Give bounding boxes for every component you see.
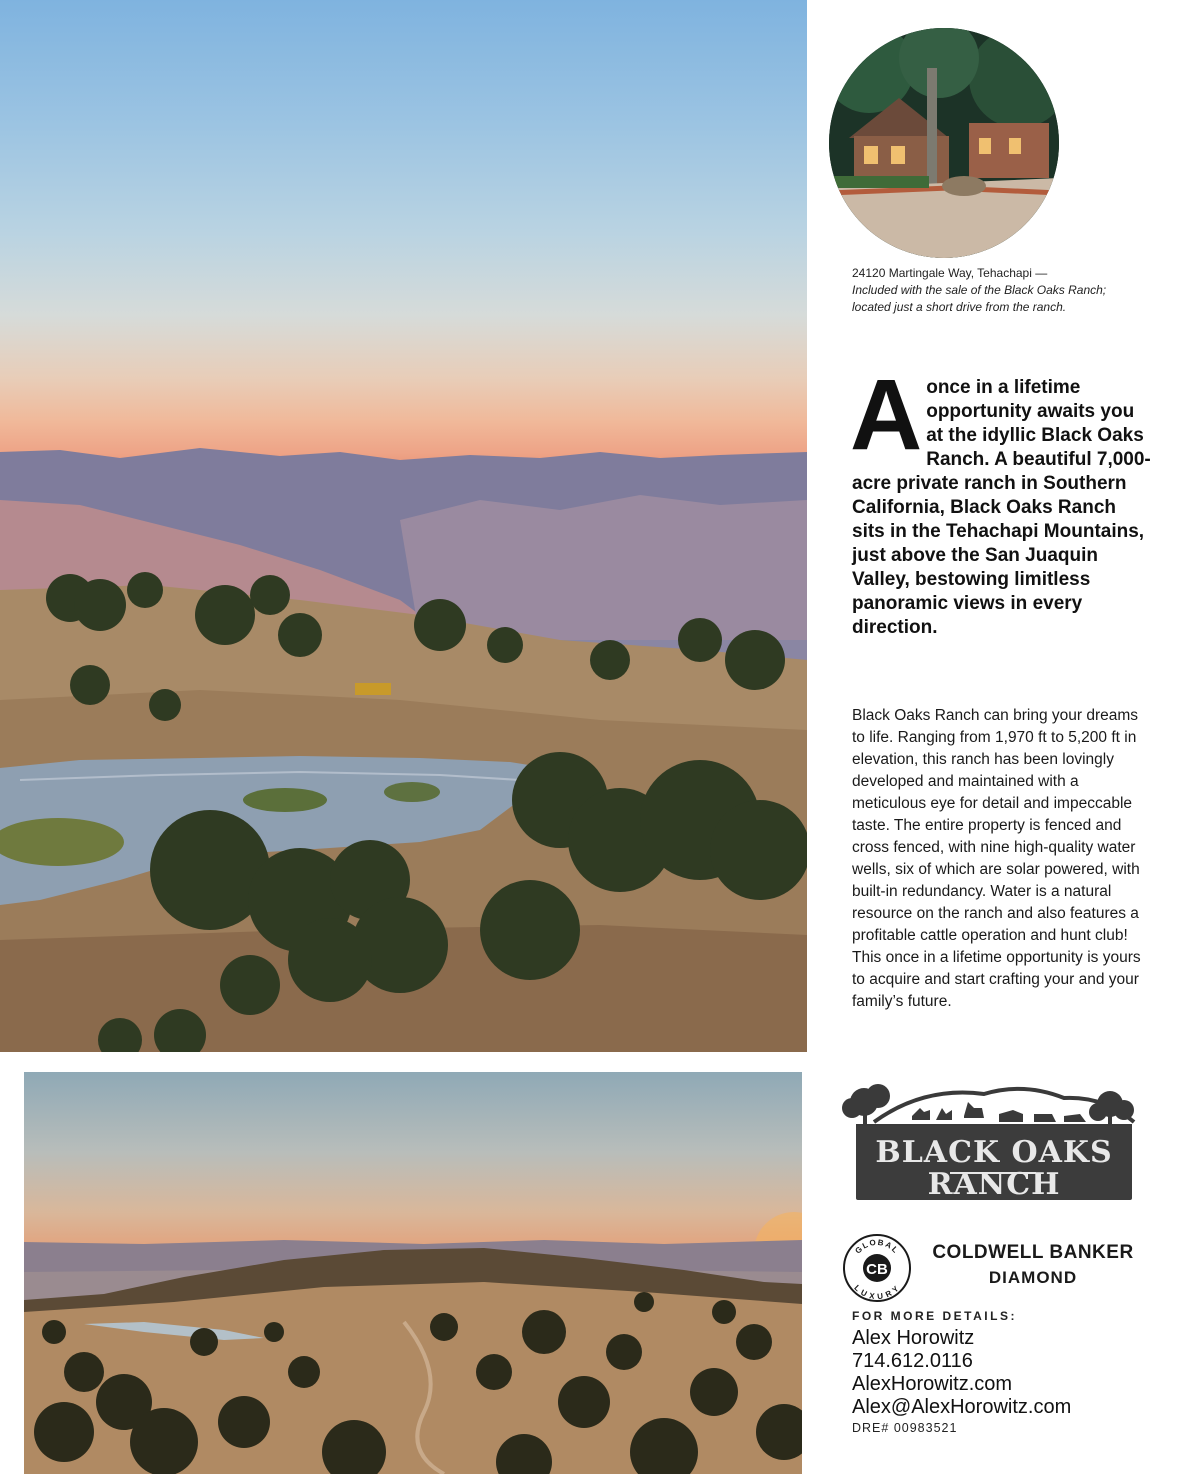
- agent-email[interactable]: Alex@AlexHorowitz.com: [852, 1396, 1072, 1418]
- house-photo: [829, 28, 1059, 258]
- emblem-mark: CB: [866, 1261, 888, 1278]
- agent-name: Alex Horowitz: [852, 1327, 975, 1349]
- caption-note-line2: located just a short drive from the ranch.: [852, 300, 1067, 314]
- agent-phone[interactable]: 714.612.0116: [852, 1350, 973, 1372]
- brokerage-name: [926, 1242, 1140, 1288]
- emblem-top-text: GLOBAL: [853, 1237, 901, 1256]
- dre-license: DRE# 00983521: [852, 1421, 958, 1435]
- sunset-ranch-photo: [24, 1072, 802, 1474]
- brokerage-name-line1: COLDWELL BANKER: [932, 1242, 1134, 1263]
- ranch-logo-line1: BLACK OAKS: [875, 1135, 1113, 1170]
- global-luxury-emblem: [842, 1233, 912, 1303]
- black-oaks-ranch-logo: [834, 1076, 1140, 1204]
- caption-note-line1: Included with the sale of the Black Oaks Ranch;: [852, 283, 1107, 297]
- contact-heading: FOR MORE DETAILS:: [852, 1309, 1017, 1323]
- photo-caption: [852, 265, 1172, 316]
- lead-text: once in a lifetime opportunity awaits you at the idyllic Black Oaks Ranch. A beautiful 7,000-acre private ranch in Southern California, Black Oaks Ranch sits in the Tehachapi Mountains, just above the San Juaquin Valley, bestowing limitless panoramic views in every direction.: [852, 377, 1151, 638]
- drop-cap: A: [850, 359, 923, 471]
- body-paragraph: Black Oaks Ranch can bring your dreams to life. Ranging from 1,970 ft to 5,200 ft in elevation, this ranch has been lovingly developed and maintained with a meticulous eye for detail and impeccable taste. The entire property is fenced and cross fenced, with nine high-quality water wells, six of which are solar powered, with built-in redundancy. Water is a natural resource on the ranch and also features a profitable cattle operation and hunt club! This once in a lifetime opportunity is yours to acquire and start crafting your and your family’s future.: [852, 707, 1141, 1010]
- emblem-bottom-text: LUXURY: [852, 1283, 902, 1302]
- caption-address: 24120 Martingale Way, Tehachapi —: [852, 266, 1048, 280]
- contact-block: [852, 1327, 1071, 1419]
- svg-text:LUXURY: [852, 1283, 901, 1301]
- brokerage-name-line2: DIAMOND: [988, 1268, 1078, 1287]
- ranch-logo-line2: RANCH: [927, 1167, 1061, 1202]
- lead-paragraph: [850, 359, 1152, 640]
- agent-website[interactable]: AlexHorowitz.com: [852, 1373, 1013, 1395]
- hero-ranch-photo: [0, 0, 807, 1052]
